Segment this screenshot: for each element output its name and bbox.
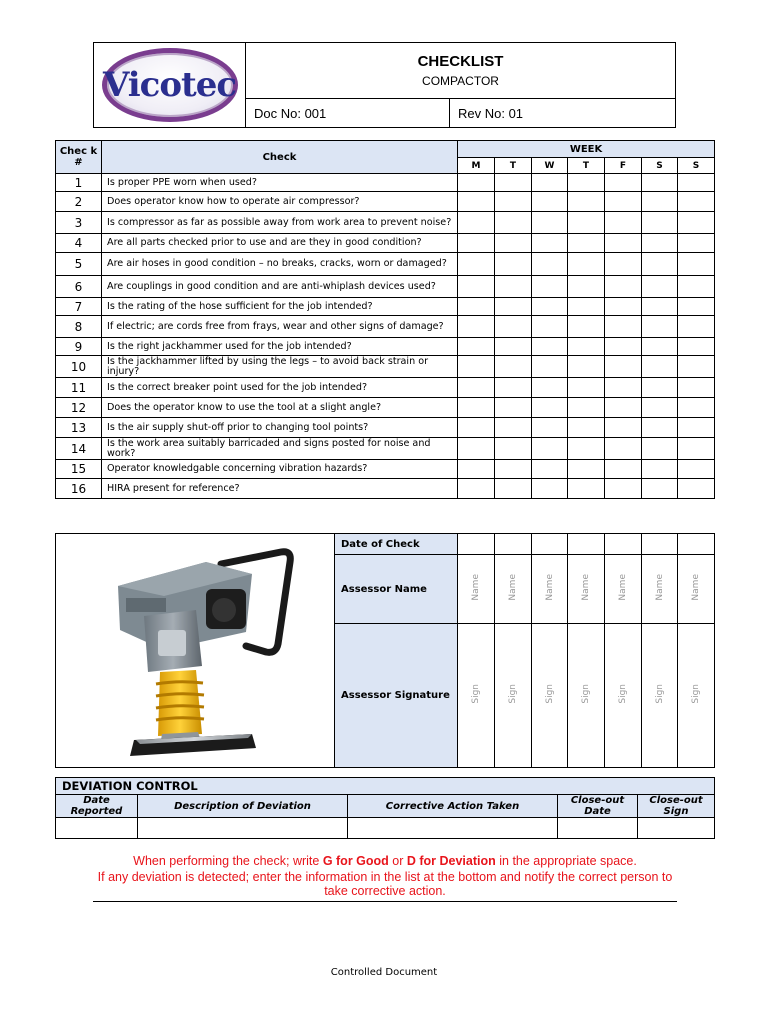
check-question: Does operator know how to operate air compressor? <box>102 192 458 212</box>
check-question: Is the rating of the hose sufficient for the job intended? <box>102 298 458 316</box>
check-day-cell[interactable] <box>642 276 678 298</box>
check-day-cell[interactable] <box>678 298 715 316</box>
instruction-line-1 <box>93 854 677 868</box>
date-of-check-cell[interactable] <box>678 534 715 555</box>
check-day-cell[interactable] <box>495 316 532 338</box>
assessor-name-cell[interactable] <box>458 555 495 624</box>
sign-placeholder: Sign <box>544 684 555 704</box>
check-number: 11 <box>56 378 102 398</box>
check-number: 13 <box>56 418 102 438</box>
check-day-cell[interactable] <box>495 298 532 316</box>
check-day-cell[interactable] <box>568 356 605 378</box>
check-day-cell[interactable] <box>495 234 532 253</box>
check-day-cell[interactable] <box>605 398 642 418</box>
check-day-cell[interactable] <box>495 418 532 438</box>
check-day-cell[interactable] <box>678 212 715 234</box>
compactor-image-cell <box>56 534 335 768</box>
check-day-cell[interactable] <box>605 338 642 356</box>
check-day-cell[interactable] <box>678 460 715 479</box>
date-of-check-cell[interactable] <box>568 534 605 555</box>
check-day-cell[interactable] <box>605 192 642 212</box>
date-of-check-cell[interactable] <box>495 534 532 555</box>
sign-placeholder: Sign <box>618 684 628 704</box>
instruction-or: or <box>388 854 407 868</box>
check-number: 8 <box>56 316 102 338</box>
checklist-row <box>56 356 715 378</box>
check-number: 6 <box>56 276 102 298</box>
close-out-date-header: Close-out Date <box>558 795 638 818</box>
assessor-sign-cell[interactable] <box>605 624 642 768</box>
check-day-cell[interactable] <box>495 192 532 212</box>
check-day-cell[interactable] <box>568 398 605 418</box>
check-number: 1 <box>56 174 102 192</box>
check-question: Are air hoses in good condition – no breaks, cracks, worn or damaged? <box>102 253 458 276</box>
check-day-cell[interactable] <box>678 438 715 460</box>
check-day-cell[interactable] <box>568 298 605 316</box>
check-day-cell[interactable] <box>642 298 678 316</box>
name-placeholder: Name <box>691 574 701 601</box>
assessor-sign-cell[interactable] <box>642 624 678 768</box>
check-day-cell[interactable] <box>642 378 678 398</box>
name-placeholder: Name <box>654 574 665 601</box>
check-question: Are all parts checked prior to use and are they in good condition? <box>102 234 458 253</box>
check-day-cell[interactable] <box>605 276 642 298</box>
checklist-row <box>56 398 715 418</box>
check-day-cell[interactable] <box>532 174 568 192</box>
corrective-action-header: Corrective Action Taken <box>348 795 558 818</box>
check-day-cell[interactable] <box>458 316 495 338</box>
check-number: 4 <box>56 234 102 253</box>
check-number: 5 <box>56 253 102 276</box>
check-day-cell[interactable] <box>642 438 678 460</box>
checklist-row <box>56 212 715 234</box>
check-header: Check <box>102 141 458 174</box>
check-day-cell[interactable] <box>458 338 495 356</box>
check-day-cell[interactable] <box>568 212 605 234</box>
check-day-cell[interactable] <box>495 398 532 418</box>
assessor-name-label: Assessor Name <box>335 555 458 624</box>
check-day-cell[interactable] <box>605 438 642 460</box>
assessor-sign-cell[interactable] <box>568 624 605 768</box>
check-question: HIRA present for reference? <box>102 479 458 499</box>
checklist-row <box>56 479 715 499</box>
check-day-cell[interactable] <box>532 212 568 234</box>
check-day-cell[interactable] <box>568 316 605 338</box>
day-header: S <box>678 158 715 174</box>
check-day-cell[interactable] <box>495 212 532 234</box>
date-of-check-cell[interactable] <box>605 534 642 555</box>
check-day-cell[interactable] <box>458 479 495 499</box>
check-number: 10 <box>56 356 102 378</box>
name-placeholder: Name <box>544 574 555 601</box>
check-day-cell[interactable] <box>642 418 678 438</box>
checklist-row <box>56 418 715 438</box>
check-day-cell[interactable] <box>568 479 605 499</box>
check-day-cell[interactable] <box>642 253 678 276</box>
deviation-code: D for Deviation <box>406 854 496 868</box>
check-day-cell[interactable] <box>458 356 495 378</box>
check-number: 2 <box>56 192 102 212</box>
instruction-line-2: If any deviation is detected; enter the information in the list at the bottom and notify the correct person to take corrective action. <box>97 870 673 898</box>
check-day-cell[interactable] <box>532 316 568 338</box>
check-day-cell[interactable] <box>678 192 715 212</box>
check-question: Is compressor as far as possible away from work area to prevent noise? <box>102 212 458 234</box>
corrective-action-input[interactable] <box>348 818 558 839</box>
day-header: M <box>458 158 495 174</box>
close-out-sign-header: Close-out Sign <box>638 795 715 818</box>
check-day-cell[interactable] <box>568 338 605 356</box>
check-day-cell[interactable] <box>532 276 568 298</box>
rev-number: Rev No: 01 <box>450 99 676 128</box>
week-header: WEEK <box>458 141 715 158</box>
check-number: 15 <box>56 460 102 479</box>
check-day-cell[interactable] <box>642 192 678 212</box>
check-day-cell[interactable] <box>495 276 532 298</box>
check-question: Are couplings in good condition and are anti-whiplash devices used? <box>102 276 458 298</box>
check-number: 16 <box>56 479 102 499</box>
check-day-cell[interactable] <box>568 378 605 398</box>
date-reported-input[interactable] <box>56 818 138 839</box>
check-day-cell[interactable] <box>458 174 495 192</box>
check-day-cell[interactable] <box>495 174 532 192</box>
document-title: CHECKLIST <box>417 53 504 70</box>
checklist-row <box>56 174 715 192</box>
check-day-cell[interactable] <box>458 212 495 234</box>
check-day-cell[interactable] <box>458 438 495 460</box>
check-day-cell[interactable] <box>678 253 715 276</box>
checklist-row <box>56 338 715 356</box>
check-day-cell[interactable] <box>458 418 495 438</box>
check-day-cell[interactable] <box>605 234 642 253</box>
check-day-cell[interactable] <box>678 174 715 192</box>
check-question: Is the jackhammer lifted by using the legs – to avoid back strain or injury? <box>102 356 458 378</box>
date-of-check-cell[interactable] <box>532 534 568 555</box>
good-code: G for Good <box>322 854 389 868</box>
checklist-row <box>56 460 715 479</box>
instructions <box>93 854 677 898</box>
check-day-cell[interactable] <box>678 276 715 298</box>
check-day-cell[interactable] <box>605 253 642 276</box>
assessor-sign-cell[interactable] <box>458 624 495 768</box>
day-header: T <box>495 158 532 174</box>
check-day-cell[interactable] <box>495 479 532 499</box>
check-day-cell[interactable] <box>532 356 568 378</box>
check-day-cell[interactable] <box>605 174 642 192</box>
check-day-cell[interactable] <box>642 174 678 192</box>
check-day-cell[interactable] <box>605 298 642 316</box>
check-day-cell[interactable] <box>678 234 715 253</box>
name-placeholder: Name <box>471 574 481 601</box>
check-day-cell[interactable] <box>495 253 532 276</box>
name-placeholder: Name <box>618 574 628 601</box>
check-question: Is the right jackhammer used for the job intended? <box>102 338 458 356</box>
sign-placeholder: Sign <box>654 684 665 704</box>
check-day-cell[interactable] <box>458 298 495 316</box>
check-question: Does the operator know to use the tool at a slight angle? <box>102 398 458 418</box>
logo-cell <box>94 43 246 128</box>
compactor-image <box>56 534 333 764</box>
checklist-row <box>56 378 715 398</box>
check-number: 14 <box>56 438 102 460</box>
document-subtitle: COMPACTOR <box>422 74 499 88</box>
check-question: Is the air supply shut-off prior to changing tool points? <box>102 418 458 438</box>
sign-placeholder: Sign <box>508 684 518 704</box>
assessor-name-cell[interactable] <box>532 555 568 624</box>
check-day-cell[interactable] <box>642 479 678 499</box>
check-day-cell[interactable] <box>532 418 568 438</box>
check-day-cell[interactable] <box>605 212 642 234</box>
checklist-row <box>56 253 715 276</box>
check-day-cell[interactable] <box>678 398 715 418</box>
check-question: If electric; are cords free from frays, wear and other signs of damage? <box>102 316 458 338</box>
title-cell <box>246 43 676 99</box>
day-header: T <box>568 158 605 174</box>
checklist-row <box>56 192 715 212</box>
assessor-table <box>55 533 715 768</box>
check-day-cell[interactable] <box>568 276 605 298</box>
assessor-name-cell[interactable] <box>495 555 532 624</box>
check-day-cell[interactable] <box>532 398 568 418</box>
check-question: Is proper PPE worn when used? <box>102 174 458 192</box>
assessor-signature-label: Assessor Signature <box>335 624 458 768</box>
check-day-cell[interactable] <box>532 298 568 316</box>
check-question: Operator knowledgable concerning vibration hazards? <box>102 460 458 479</box>
check-day-cell[interactable] <box>678 338 715 356</box>
check-day-cell[interactable] <box>495 460 532 479</box>
check-day-cell[interactable] <box>458 234 495 253</box>
check-day-cell[interactable] <box>458 253 495 276</box>
document-header <box>93 42 676 128</box>
check-day-cell[interactable] <box>458 460 495 479</box>
date-of-check-label: Date of Check <box>335 534 458 555</box>
assessor-name-cell[interactable] <box>642 555 678 624</box>
check-day-cell[interactable] <box>605 460 642 479</box>
instruction-text: When performing the check; write <box>133 854 323 868</box>
instruction-text-end: in the appropriate space. <box>495 854 637 868</box>
assessor-sign-cell[interactable] <box>495 624 532 768</box>
check-day-cell[interactable] <box>568 234 605 253</box>
day-header: F <box>605 158 642 174</box>
logo-text: Vicotec <box>102 65 237 105</box>
check-day-cell[interactable] <box>642 234 678 253</box>
check-day-cell[interactable] <box>532 253 568 276</box>
check-day-cell[interactable] <box>642 356 678 378</box>
check-number: 9 <box>56 338 102 356</box>
check-number-header: Chec k # <box>56 141 102 174</box>
assessor-sign-cell[interactable] <box>678 624 715 768</box>
checklist-row <box>56 438 715 460</box>
sign-placeholder: Sign <box>691 684 701 704</box>
check-day-cell[interactable] <box>532 438 568 460</box>
check-day-cell[interactable] <box>495 438 532 460</box>
check-day-cell[interactable] <box>495 356 532 378</box>
check-day-cell[interactable] <box>568 253 605 276</box>
check-number: 3 <box>56 212 102 234</box>
check-number: 12 <box>56 398 102 418</box>
check-day-cell[interactable] <box>678 378 715 398</box>
check-day-cell[interactable] <box>605 418 642 438</box>
checklist-body <box>56 174 715 499</box>
check-day-cell[interactable] <box>458 378 495 398</box>
check-day-cell[interactable] <box>532 479 568 499</box>
check-day-cell[interactable] <box>678 479 715 499</box>
check-day-cell[interactable] <box>532 192 568 212</box>
sign-placeholder: Sign <box>471 684 481 704</box>
check-day-cell[interactable] <box>605 378 642 398</box>
checklist-row <box>56 298 715 316</box>
check-day-cell[interactable] <box>495 378 532 398</box>
sign-placeholder: Sign <box>581 684 591 704</box>
close-out-sign-input[interactable] <box>638 818 715 839</box>
check-day-cell[interactable] <box>642 338 678 356</box>
deviation-title: DEVIATION CONTROL <box>56 778 715 795</box>
name-placeholder: Name <box>581 574 591 601</box>
check-day-cell[interactable] <box>458 276 495 298</box>
check-day-cell[interactable] <box>642 460 678 479</box>
check-day-cell[interactable] <box>678 356 715 378</box>
assessor-name-cell[interactable] <box>568 555 605 624</box>
checklist-table <box>55 140 715 499</box>
assessor-name-cell[interactable] <box>605 555 642 624</box>
deviation-table <box>55 777 715 839</box>
check-day-cell[interactable] <box>605 479 642 499</box>
assessor-sign-cell[interactable] <box>532 624 568 768</box>
day-header: S <box>642 158 678 174</box>
check-day-cell[interactable] <box>605 356 642 378</box>
day-header: W <box>532 158 568 174</box>
check-day-cell[interactable] <box>458 192 495 212</box>
vicotec-logo <box>102 48 238 122</box>
date-of-check-cell[interactable] <box>642 534 678 555</box>
check-question: Is the correct breaker point used for the job intended? <box>102 378 458 398</box>
close-out-date-input[interactable] <box>558 818 638 839</box>
check-day-cell[interactable] <box>642 212 678 234</box>
check-number: 7 <box>56 298 102 316</box>
check-day-cell[interactable] <box>605 316 642 338</box>
check-day-cell[interactable] <box>568 460 605 479</box>
check-day-cell[interactable] <box>568 174 605 192</box>
date-reported-header: Date Reported <box>56 795 138 818</box>
checklist-row <box>56 316 715 338</box>
check-day-cell[interactable] <box>642 316 678 338</box>
check-day-cell[interactable] <box>495 338 532 356</box>
check-day-cell[interactable] <box>642 398 678 418</box>
assessor-name-cell[interactable] <box>678 555 715 624</box>
description-header: Description of Deviation <box>138 795 348 818</box>
footer-text: Controlled Document <box>330 967 438 978</box>
check-day-cell[interactable] <box>678 316 715 338</box>
description-input[interactable] <box>138 818 348 839</box>
doc-number: Doc No: 001 <box>246 99 450 128</box>
date-of-check-cell[interactable] <box>458 534 495 555</box>
check-question: Is the work area suitably barricaded and signs posted for noise and work? <box>102 438 458 460</box>
check-day-cell[interactable] <box>532 338 568 356</box>
check-day-cell[interactable] <box>458 398 495 418</box>
check-day-cell[interactable] <box>532 378 568 398</box>
check-day-cell[interactable] <box>532 460 568 479</box>
check-day-cell[interactable] <box>678 418 715 438</box>
checklist-row <box>56 276 715 298</box>
check-day-cell[interactable] <box>568 192 605 212</box>
check-day-cell[interactable] <box>568 418 605 438</box>
check-day-cell[interactable] <box>568 438 605 460</box>
checklist-row <box>56 234 715 253</box>
name-placeholder: Name <box>508 574 518 601</box>
check-day-cell[interactable] <box>532 234 568 253</box>
divider <box>93 901 677 902</box>
